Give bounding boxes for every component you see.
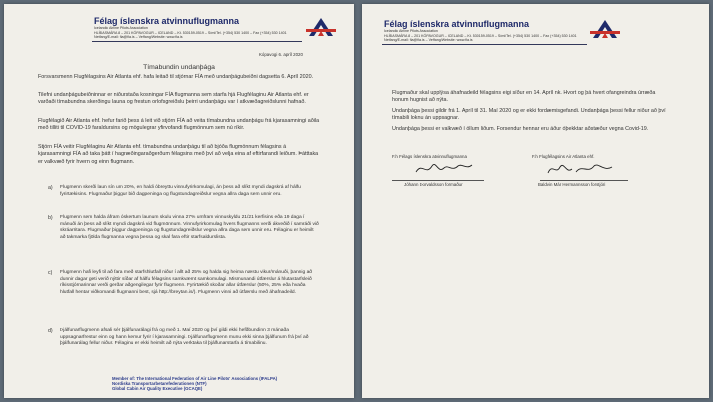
option-b	[48, 215, 320, 260]
option-b-letter: b)	[48, 215, 53, 221]
fia-logo-icon	[306, 16, 336, 40]
option-a-letter: a)	[48, 185, 53, 191]
signature-left-line	[392, 180, 484, 181]
paragraph-7: Undanþága þessi er valkvæð í öllum liðum. Forsendur hennar eru áður óþekktar aðstæður vegna Covid-19.	[392, 126, 649, 132]
letterhead-rule	[92, 41, 302, 42]
letterhead-title: Félag íslenskra atvinnuflugmanna	[384, 19, 530, 29]
signature-right-name: Baldvin Már Hermannsson forstjóri	[538, 182, 606, 187]
paragraph-2: Tilefni undanþágubeiðninnar er niðurstaða kosningar FÍA flugmanna sem starfa hjá Flugfélaginu Air Atlanta ehf. er varðaði tímabundna skerðingu launa og frestun orlofsgreiðslu þeirri undanþágu var í atkvæðagreiðslunni hafnað.	[38, 92, 309, 106]
signature-right-icon	[546, 160, 616, 178]
letterhead-address: HLÍÐASMÁRA 8 – 201 KÓPAVOGUR – ICELAND – Kt. 530159-0519 – Sími/Tel. (+354) 530 1400 – Fax (+354) 530 1401	[94, 30, 287, 35]
letterhead-rule	[382, 44, 587, 45]
option-c	[48, 270, 320, 320]
paragraph-4: Stjórn FÍA veitir Flugfélaginu Air Atlanta ehf. tímabundna undanþágu til að bjóða flugmönnum félagsins á kjarasamningi FÍA að taka þátt í hagræðingaraðgerðum félagsins með því að velja eina af eftirfarandi leiðum. Þátttaka er valkvæð fyrir hvern og einn flugmann.	[38, 144, 319, 165]
footer-line-2: Nordiska Transportarbetarefederationen (NTF)	[112, 381, 207, 387]
fia-logo-icon	[590, 18, 620, 42]
signature-left-icon	[414, 160, 474, 178]
letter-title: Tímabundin undanþága	[143, 64, 215, 71]
signature-left-name: Jóhann Þorvaldsson formaður	[404, 182, 463, 187]
option-c-letter: c)	[48, 270, 53, 276]
paragraph-6: Undanþága þessi gildir frá 1. Apríl til 31. Maí 2020 og er ekki fordæmisgefandi. Undanþága þessi fellur niður að því tímabili loknu án uppsagnar.	[392, 108, 666, 122]
option-a	[48, 185, 320, 215]
letterhead-address: HLÍÐASMÁRA 8 – 201 KÓPAVOGUR – ICELAND – Kt. 530159-0519 – Sími/Tel. (+354) 530 1400 – Fax (+354) 530 1401	[384, 33, 577, 38]
letterhead-web: Netfang/E-mail: fia@fia.is – Veffang/Website: www.fia.is	[94, 35, 183, 39]
footer-membership	[112, 376, 352, 392]
option-d	[48, 328, 320, 363]
option-a-text: Flugmenn skerði laun sín um 20%, en haldi óbreyttu vinnufyrirkomulagi, án þess að slíkt myndi dagskrá af hálfu fyrirtækisins. Flugmaður þiggur bið dagpeninga og flugstundagreiðslur vegna allra daga sem unnir eru.	[60, 185, 301, 197]
option-d-text: Þjálfunarflugmenn afsali sér þjálfunarálagi frá og með 1. Maí 2020 og því gildi ekki hefðbundinn 3 mánaða uppsagnarfrestur einn og hann kemur fyrir í kjarasamningi. Þjálfunarflugmenn munu ekki sinna þjálfunum frá því að þjálfunarálag fellur niður. Félaginu er ekki heimilt að nýta verktaka til þjálfunarstarfa á tímabilinu.	[60, 328, 309, 347]
paragraph-5: Flugmaður skal upplýsa áhafnadeild félagsins eigi síður en 14. Apríl nk. Hvort og þá hvert ofangreindra úrræða honum hugnist að nýta.	[392, 90, 656, 104]
option-c-text: Flugmenn hafi leyfi til að fara með starfshlutfall niður í allt að 25% og halda sig heima næstu vikur/mánuði, þannig að dunnir dagar geti verið nýttir síðar af hálfu félagsins samkvæmt samkomulagi. Mismunandi útfærslur á hlutastarfsleið ríkisstjórnarinnar verði gerðar aðgengilegar fyrir flugmenn. Fyrirtækið skoðar allar útfærslur (50%, 25% eða hvaða hlutfall hentar viðkomandi flugmanni best, sjá http://breytan.is/). Flugmenn vinni að útfærslu með áhafnadeild.	[60, 270, 313, 296]
letterhead-web: Netfang/E-mail: fia@fia.is – Veffang/Website: www.fia.is	[384, 38, 473, 42]
letterhead-subtitle: Icelandic Airline Pilots Association	[94, 26, 148, 30]
option-b-text: Flugmenn sem halda áfram óskertum launum skulu vinna 27% umfram vinnuskyldu 21/21 kerfisins eða 19 daga í mánuði án þess að slíkt myndi dagskrá vid flugmönnum. Vinnufyrirkomulag hvers flugmanns verði ákveðið í samráði við skráarritara. Flugmaður þiggur dagpeninga og flugstundagreiðslur vegna allra daga sem unnir eru. Félaginu er heimilt að takmarka fjölda flugmanna vegna þessa og skal fara eftir starfsaldurslista.	[60, 215, 319, 241]
footer-line-3: Global Cabin Air Quality Executive (GCAQE)	[112, 386, 203, 392]
signature-left-heading: F.h Félags íslenskra atvinnuflugmanna	[392, 154, 467, 159]
letter-page-2	[362, 4, 709, 398]
letter-date: Kópavogi 6. apríl 2020	[259, 52, 303, 57]
letterhead-title: Félag íslenskra atvinnuflugmanna	[94, 16, 240, 26]
letterhead-subtitle: Icelandic Airline Pilots Association	[384, 29, 438, 33]
footer-line-1: Member of: The International Federation of Air Line Pilots' Associations (IFALPA)	[112, 376, 278, 381]
option-d-letter: d)	[48, 328, 53, 334]
signature-right-heading: F.h Flugfélagsins Air Atlanta ehf.	[532, 154, 595, 159]
paragraph-3: Flugfélagið Air Atlanta ehf. hefur farið þess á leit við stjórn FÍA að veita tímabundna undanþágu frá kjarasamningi aðila með tilliti til COVID-19 faraldursins og mögulegrar yfirvofandi flugmönnum sem nú ríkir.	[38, 118, 320, 132]
letter-page-1	[4, 4, 354, 398]
paragraph-1: Forsvarsmenn Flugfélagsins Air Atlanta ehf. hafa leitað til stjórnar FÍA með undanþágubeiðni dagsetta 6. Apríl 2020.	[38, 74, 314, 80]
signature-right-line	[540, 180, 628, 181]
